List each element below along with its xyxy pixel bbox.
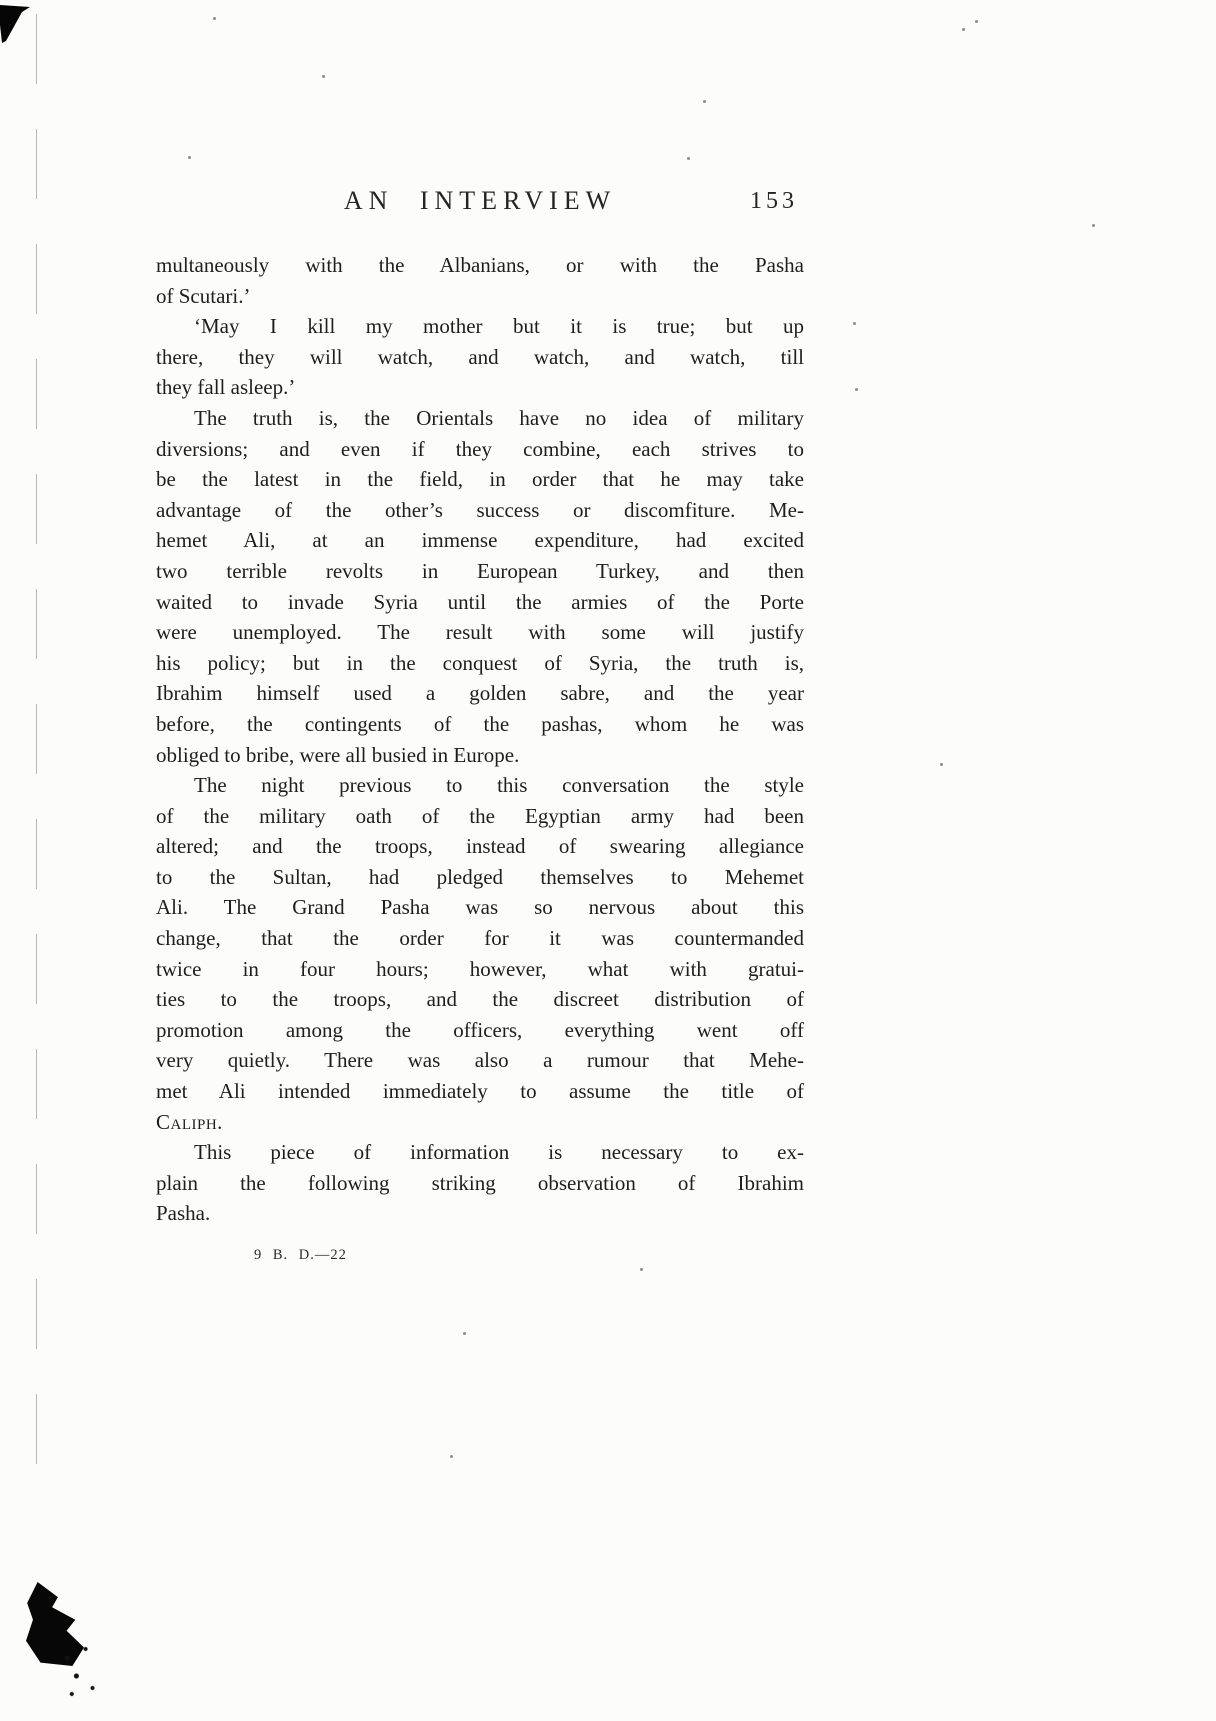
text-line: of the military oath of the Egyptian army had been <box>156 803 804 828</box>
text-line: they fall asleep.’ <box>156 375 296 400</box>
scan-speck <box>640 1268 643 1271</box>
text-line: change, that the order for it was countermanded <box>156 926 804 951</box>
text-line: Ibrahim himself used a golden sabre, and the year <box>156 681 804 706</box>
scan-speck <box>855 388 858 391</box>
signature-mark: 9 B. D.—22 <box>254 1247 347 1263</box>
scan-speck <box>962 28 965 31</box>
scan-speck <box>687 157 690 160</box>
text-line: This piece of information is necessary to ex- <box>194 1140 804 1165</box>
text-line: of Scutari.’ <box>156 283 251 308</box>
text-line: were unemployed. The result with some will justify <box>156 620 804 645</box>
paragraph <box>156 1137 804 1229</box>
text-line: before, the contingents of the pashas, whom he was <box>156 711 804 736</box>
page-number: 153 <box>750 188 798 214</box>
text-line: Ali. The Grand Pasha was so nervous about this <box>156 895 804 920</box>
text-line: hemet Ali, at an immense expenditure, had excited <box>156 528 804 553</box>
scan-speck <box>975 20 978 23</box>
scan-speck <box>940 763 943 766</box>
scan-speck <box>322 75 325 78</box>
text-line: waited to invade Syria until the armies of the Porte <box>156 589 804 614</box>
text-line: be the latest in the field, in order that he may take <box>156 467 804 492</box>
page-body <box>156 250 804 1229</box>
text-line: met Ali intended immediately to assume the title of <box>156 1079 804 1104</box>
scan-speck <box>450 1455 453 1458</box>
text-line: ties to the troops, and the discreet distribution of <box>156 987 804 1012</box>
paragraph <box>156 770 804 1137</box>
scan-speck <box>213 17 216 20</box>
text-line: his policy; but in the conquest of Syria, the truth is, <box>156 650 804 675</box>
text-line: The night previous to this conversation the style <box>194 773 804 798</box>
scan-speck <box>188 156 191 159</box>
text-line: The truth is, the Orientals have no idea of military <box>194 405 804 430</box>
scan-speck <box>463 1332 466 1335</box>
text-line: Caliph. <box>156 1109 223 1134</box>
scan-ink-speckles <box>58 1640 104 1700</box>
paragraph <box>156 403 804 770</box>
text-line: plain the following striking observation of Ibrahim <box>156 1170 804 1195</box>
text-line: there, they will watch, and watch, and watch, till <box>156 344 804 369</box>
text-line: diversions; and even if they combine, each strives to <box>156 436 804 461</box>
text-line: twice in four hours; however, what with gratui- <box>156 956 804 981</box>
page-header <box>156 186 804 228</box>
text-line: altered; and the troops, instead of swearing allegiance <box>156 834 804 859</box>
text-line: promotion among the officers, everything went off <box>156 1017 804 1042</box>
text-line: to the Sultan, had pledged themselves to Mehemet <box>156 864 804 889</box>
text-block <box>156 186 804 1264</box>
text-line: Pasha. <box>156 1201 211 1226</box>
text-line: two terrible revolts in European Turkey, and then <box>156 558 804 583</box>
paragraph <box>156 250 804 311</box>
scan-edge-line <box>36 14 37 1489</box>
scan-speck <box>1092 224 1095 227</box>
page-title: AN INTERVIEW <box>343 186 617 215</box>
text-line: ‘May I kill my mother but it is true; but up <box>194 314 804 339</box>
scan-corner-mark <box>0 5 30 43</box>
text-line: obliged to bribe, were all busied in Europe. <box>156 742 520 767</box>
paragraph <box>156 311 804 403</box>
text-line: very quietly. There was also a rumour that Mehe- <box>156 1048 804 1073</box>
text-line: multaneously with the Albanians, or with the Pasha <box>156 253 804 277</box>
scan-speck <box>853 322 856 325</box>
text-line: advantage of the other’s success or discomfiture. Me- <box>156 497 804 522</box>
scan-speck <box>703 100 706 103</box>
